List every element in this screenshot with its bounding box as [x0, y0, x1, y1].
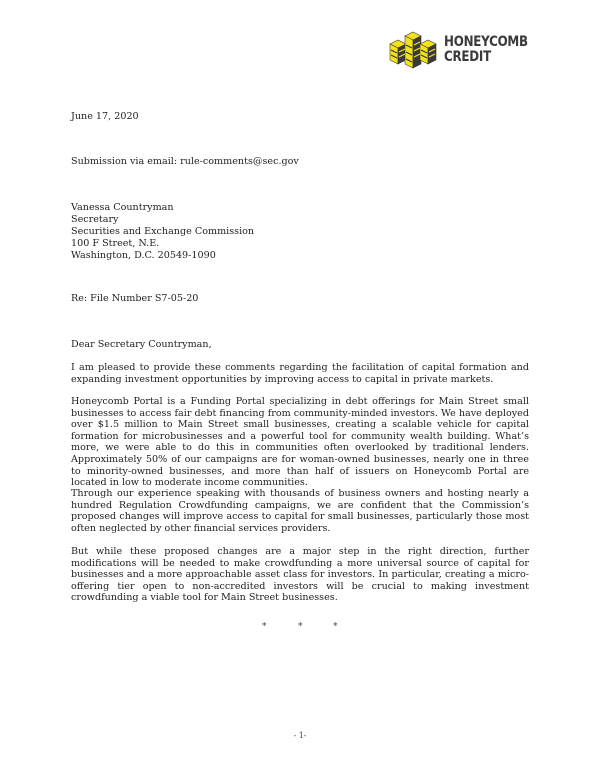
recipient-street: 100 F Street, N.E. — [71, 238, 160, 249]
recipient-title: Secretary — [71, 214, 119, 225]
page-number: - 1- — [293, 731, 307, 740]
section-break-star: * — [298, 622, 303, 632]
section-break-star: * — [333, 622, 338, 632]
recipient-organization: Securities and Exchange Commission — [71, 226, 255, 237]
logo-wordmark — [444, 35, 528, 65]
body-paragraph-2: Honeycomb Portal is a Funding Portal specializing in debt offerings for Main Street small businesses to access fair debt financing from community-minded investors. We have deployed over $1.5 million to Main Street small businesses, creating a scalable vehicle for capital formation for microbusinesses and a powerful tool for community wealth building. What’s more, we were able to do this in communities often overlooked by traditional lenders. Approximately 50% of our campaigns are for woman-owned businesses, nearly one in three to minority-owned businesses, and more than half of issuers on Honeycomb Portal are located in low to moderate income communities. — [71, 396, 529, 489]
section-break-star: * — [262, 622, 267, 632]
honeycomb-blocks-icon — [388, 30, 440, 70]
salutation: Dear Secretary Countryman, — [71, 339, 212, 350]
logo-line-1: HONEYCOMB — [444, 34, 528, 50]
body-paragraph-3: Through our experience speaking with thousands of business owners and hosting nearly a hundred Regulation Crowdfunding campaigns, we are confident that the Commission’s proposed changes will improve access to capital for small businesses, particularly those most often neglected by other financial services providers. — [71, 488, 529, 534]
body-paragraph-1: I am pleased to provide these comments regarding the facilitation of capital formation and expanding investment opportunities by improving access to capital in private markets. — [71, 362, 529, 385]
company-logo — [388, 30, 546, 70]
reference-line: Re: File Number S7-05-20 — [71, 293, 199, 304]
recipient-name: Vanessa Countryman — [71, 202, 174, 213]
letter-date: June 17, 2020 — [71, 111, 139, 122]
body-paragraph-4: But while these proposed changes are a major step in the right direction, further modifications will be needed to make crowdfunding a more universal source of capital for businesses and a more approachable asset class for investors. In particular, creating a micro-offering tier open to non-accredited investors will be crucial to making investment crowdfunding a viable tool for Main Street businesses. — [71, 546, 529, 604]
recipient-city: Washington, D.C. 20549-1090 — [71, 250, 216, 261]
logo-line-2: CREDIT — [444, 49, 491, 65]
submission-line: Submission via email: rule-comments@sec.gov — [71, 156, 299, 167]
